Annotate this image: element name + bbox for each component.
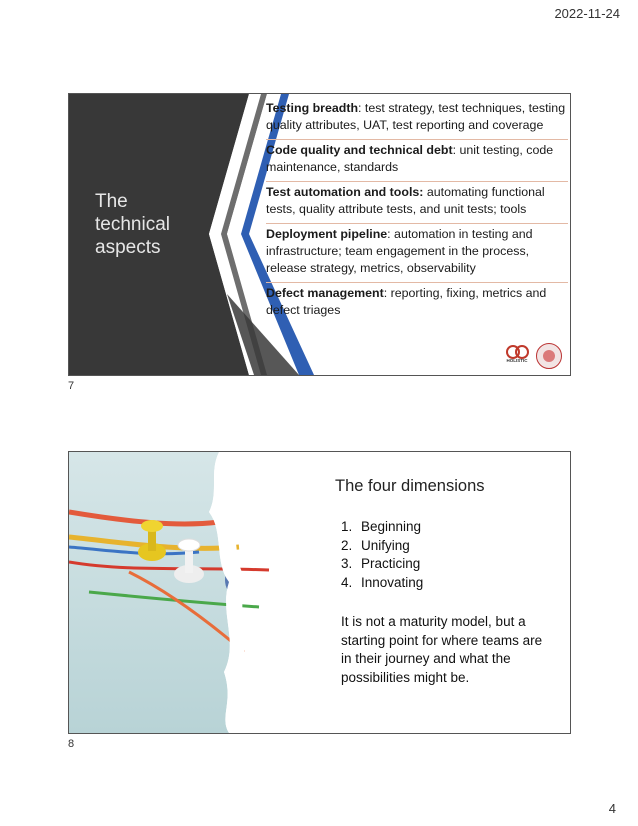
item-lead: Deployment pipeline bbox=[266, 227, 388, 241]
item-text: : reporting, fixing, metrics and defect triages bbox=[266, 286, 547, 317]
list-number: 4. bbox=[341, 574, 353, 590]
slide-7-list bbox=[266, 98, 568, 324]
item-text: : test strategy, test techniques, testing quality attributes, UAT, test reporting and coverage bbox=[266, 101, 566, 132]
list-item bbox=[341, 574, 423, 593]
list-text: Innovating bbox=[361, 574, 424, 590]
item-text: : automation in testing and infrastructure; team engagement in the process, release strategy, metrics, observability bbox=[266, 227, 533, 275]
item-lead: Test automation and tools: bbox=[266, 185, 424, 199]
holistic-testing-logo bbox=[503, 343, 531, 369]
logo-text: HOLISTIC bbox=[506, 358, 528, 363]
slide-8-title: The four dimensions bbox=[335, 477, 485, 495]
slide-8 bbox=[68, 451, 571, 734]
item-text: automating functional tests, quality attribute tests, and unit tests; tools bbox=[266, 185, 545, 216]
list-text: Unifying bbox=[361, 537, 410, 553]
slide-7-title: The technical aspects bbox=[95, 191, 170, 258]
pushpin-map-photo bbox=[69, 452, 570, 733]
item-text: : unit testing, code maintenance, standards bbox=[266, 143, 554, 174]
list-item bbox=[266, 140, 568, 182]
slide-7-number: 7 bbox=[68, 380, 75, 392]
page-number: 4 bbox=[608, 801, 616, 816]
document-date: 2022-11-24 bbox=[554, 6, 620, 21]
item-lead: Testing breadth bbox=[266, 101, 359, 115]
list-item bbox=[266, 283, 568, 324]
slide-7-logos bbox=[503, 343, 562, 369]
list-item bbox=[341, 518, 423, 537]
slide-8-paragraph: It is not a maturity model, but a starting point for where teams are in their journey and what the possibilities might be. bbox=[341, 614, 543, 685]
slide-8-number: 8 bbox=[68, 738, 75, 750]
dimensions-list bbox=[341, 518, 423, 592]
list-item bbox=[341, 555, 423, 574]
slide-7 bbox=[68, 93, 571, 376]
list-item bbox=[266, 224, 568, 283]
item-lead: Code quality and technical debt bbox=[266, 143, 453, 157]
item-lead: Defect management bbox=[266, 286, 384, 300]
list-number: 3. bbox=[341, 556, 353, 571]
list-number: 2. bbox=[341, 537, 353, 553]
partner-seal-logo bbox=[536, 343, 562, 369]
list-text: Beginning bbox=[361, 519, 422, 534]
list-number: 1. bbox=[341, 519, 353, 534]
list-item bbox=[266, 98, 568, 140]
list-item bbox=[266, 182, 568, 224]
logo-ring-right bbox=[515, 345, 529, 359]
list-item bbox=[341, 537, 423, 556]
list-text: Practicing bbox=[361, 556, 421, 571]
